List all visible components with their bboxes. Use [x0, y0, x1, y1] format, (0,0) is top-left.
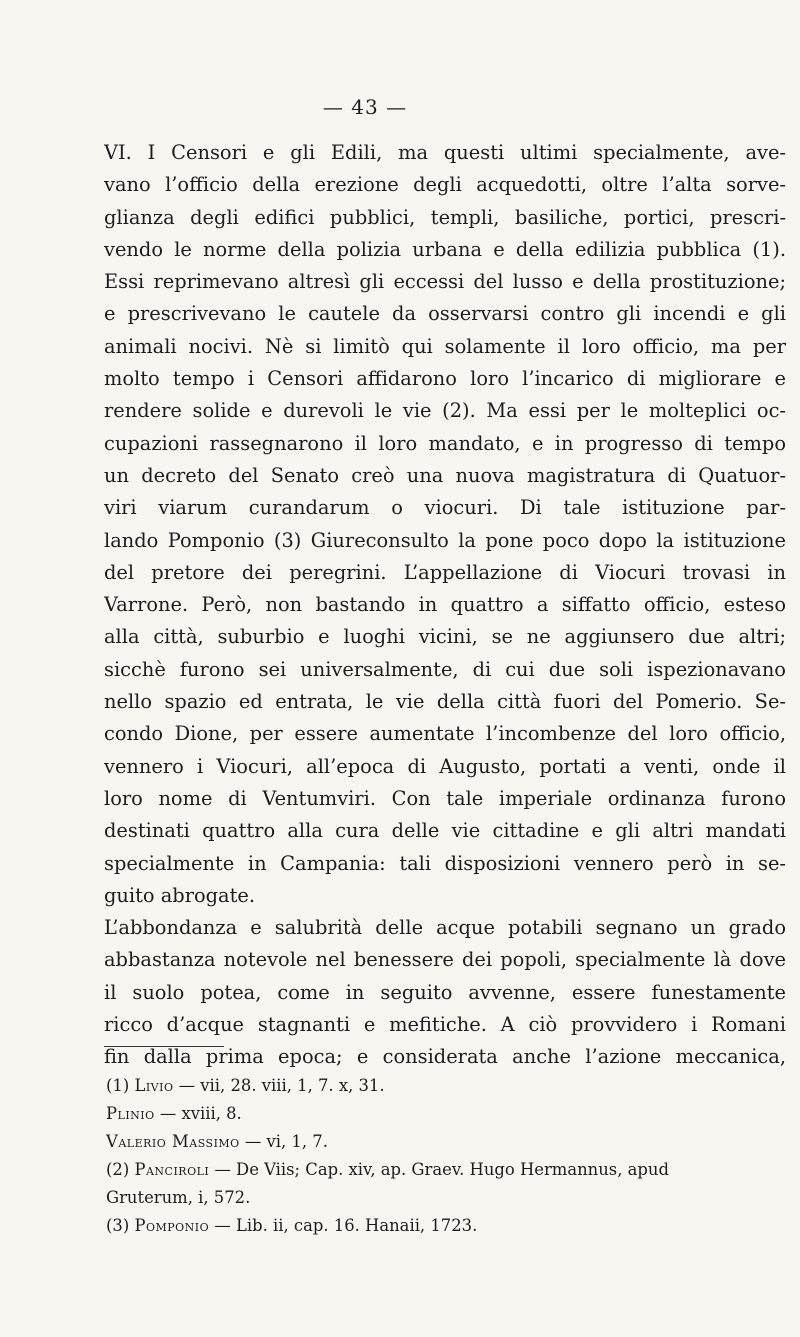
footnote-divider — [104, 1046, 224, 1047]
text-line: rendere solide e durevoli le vie (2). Ma essi per le molteplici oc- — [104, 399, 786, 423]
text-line: guito abrogate. — [104, 883, 256, 907]
footnote-marker: (2) — [106, 1160, 130, 1179]
text-line: e prescrivevano le cautele da osservarsi contro gli incendi e gli — [104, 302, 786, 326]
text-line: abbastanza notevole nel benessere dei popoli, specialmente là dove — [104, 948, 786, 972]
text-line: molto tempo i Censori affidarono loro l’incarico di migliorare e — [104, 367, 786, 391]
text-line: specialmente in Campania: tali disposizioni vennero però in se- — [104, 851, 786, 875]
footnote-author: Plinio — [106, 1104, 155, 1123]
text-line: vano l’officio della erezione degli acquedotti, oltre l’alta sorve- — [104, 173, 786, 197]
text-line: sicchè furono sei universalmente, di cui due soli ispezionavano — [104, 657, 786, 681]
text-line: nello spazio ed entrata, le vie della città fuori del Pomerio. Se- — [104, 690, 786, 714]
footnote-author: Panciroli — [134, 1160, 210, 1179]
footnote-text: — vii, 28. viii, 1, 7. x, 31. — [173, 1076, 385, 1095]
text-line: VI. I Censori e gli Edili, ma questi ultimi specialmente, ave- — [104, 141, 786, 164]
footnote-line — [106, 1156, 786, 1184]
text-line: viri viarum curandarum o viocuri. Di tale istituzione par- — [104, 496, 786, 520]
main-text — [104, 137, 786, 1074]
page-number: — 43 — — [322, 95, 408, 119]
text-line: un decreto del Senato creò una nuova magistratura di Quatuor- — [104, 463, 786, 487]
footnote-line — [106, 1072, 786, 1100]
text-line: vendo le norme della polizia urbana e della edilizia pubblica (1). — [104, 237, 786, 261]
text-line: del pretore dei peregrini. L’appellazione di Viocuri trovasi in — [104, 560, 786, 584]
text-line: condo Dione, per essere aumentate l’incombenze del loro officio, — [104, 722, 786, 746]
footnote-marker: (1) — [106, 1076, 130, 1095]
footnote-author: Pomponio — [134, 1216, 210, 1235]
text-line: fin dalla prima epoca; e considerata anche l’azione meccanica, — [104, 1045, 786, 1069]
footnote-text: — vi, 1, 7. — [239, 1132, 328, 1151]
footnote-marker: (3) — [106, 1216, 130, 1235]
text-line: lando Pomponio (3) Giureconsulto la pone poco dopo la istituzione — [104, 528, 786, 552]
footnote-text: — De Viis; Cap. xiv, ap. Graev. Hugo Hermannus, apud — [209, 1160, 669, 1179]
text-line: cupazioni rassegnarono il loro mandato, e in progresso di tempo — [104, 431, 786, 455]
text-line: alla città, suburbio e luoghi vicini, se ne aggiunsero due altri; — [104, 625, 786, 649]
text-line: Essi reprimevano altresì gli eccessi del lusso e della prostituzione; — [104, 270, 786, 294]
footnote-line — [106, 1128, 786, 1156]
footnote-text: — xviii, 8. — [154, 1104, 242, 1123]
text-line: animali nocivi. Nè si limitò qui solamente il loro officio, ma per — [104, 334, 786, 358]
text-line: il suolo potea, come in seguito avvenne, essere funestamente — [104, 980, 786, 1004]
footnote-text: — Lib. ii, cap. 16. Hanaii, 1723. — [209, 1216, 478, 1235]
footnote-line — [106, 1212, 786, 1240]
text-line: loro nome di Ventumviri. Con tale imperiale ordinanza furono — [104, 786, 786, 810]
footnote-text: Gruterum, i, 572. — [106, 1188, 251, 1207]
footnote-author: Valerio Massimo — [106, 1132, 240, 1151]
footnote-line — [106, 1100, 786, 1128]
text-line: Varrone. Però, non bastando in quattro a siffatto officio, esteso — [104, 593, 786, 617]
footnotes — [106, 1072, 786, 1240]
footnote-author: Livio — [134, 1076, 174, 1095]
text-line: destinati quattro alla cura delle vie cittadine e gli altri mandati — [104, 819, 786, 843]
text-line: L’abbondanza e salubrità delle acque potabili segnano un grado — [104, 916, 786, 940]
text-line: ricco d’acque stagnanti e mefitiche. A ciò provvidero i Romani — [104, 1013, 786, 1037]
text-line: vennero i Viocuri, all’epoca di Augusto, portati a venti, onde il — [104, 754, 786, 778]
footnote-line — [106, 1184, 786, 1212]
text-line: glianza degli edifici pubblici, templi, basiliche, portici, prescri- — [104, 205, 786, 229]
